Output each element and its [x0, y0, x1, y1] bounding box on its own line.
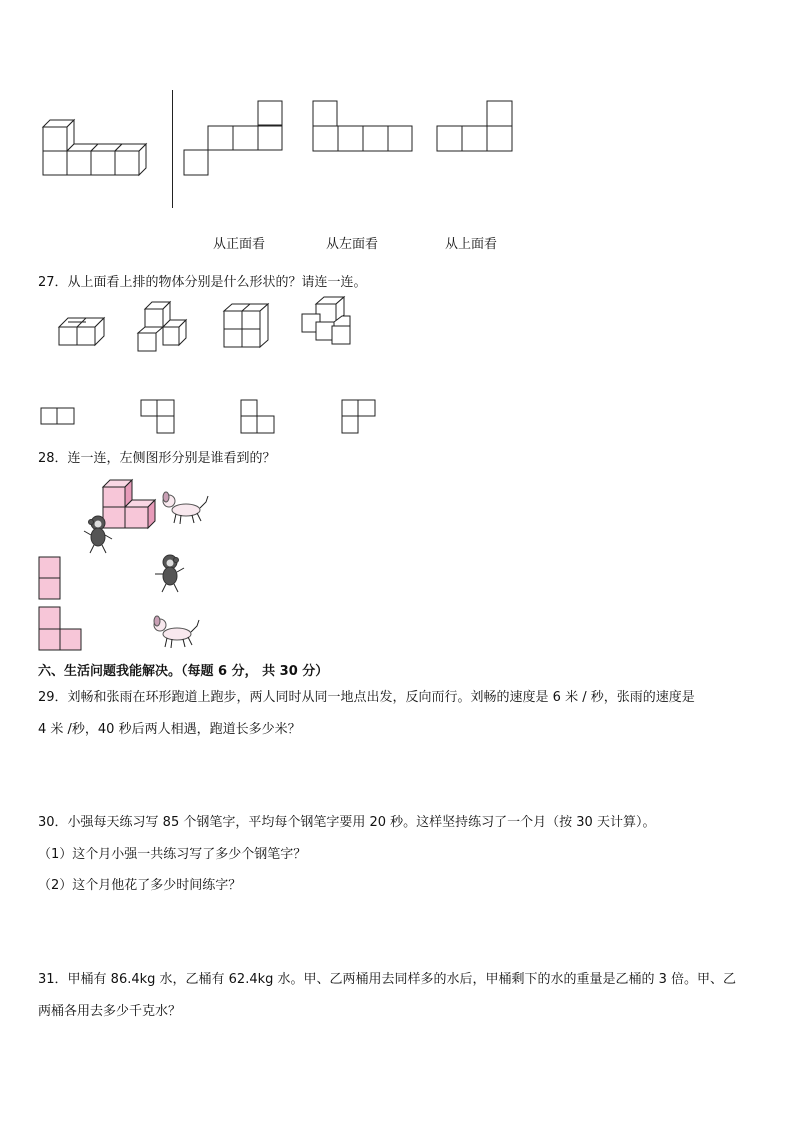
label-left-view: 从左面看 — [326, 237, 379, 252]
q27-solid-1 — [56, 312, 106, 348]
q27-shape-4 — [341, 399, 377, 435]
q30-text: 30．小强每天练习写 85 个钢笔字，平均每个钢笔字要用 20 秒。这样坚持练习了一个月（按 30 天计算）。 — [38, 815, 656, 830]
q31-line2: 两桶各用去多少千克水？ — [38, 1004, 182, 1019]
puppy-icon — [160, 490, 210, 526]
q27-shape-2 — [140, 399, 176, 435]
q27-solid-4 — [300, 296, 354, 350]
q29-line1: 29．刘畅和张雨在环形跑道上跑步，两人同时从同一地点出发，反向而行。刘畅的速度是 6 米 / 秒，张雨的速度是 — [38, 690, 695, 705]
q29-line2: 4 米 /秒，40 秒后两人相遇，跑道长多少米？ — [38, 722, 301, 737]
q28-pink-view-1 — [38, 556, 62, 600]
q28-text: 28．连一连，左侧图形分别是谁看到的？ — [38, 451, 276, 466]
q31-line1: 31．甲桶有 86.4kg 水，乙桶有 62.4kg 水。甲、乙两桶用去同样多的水后，甲桶剩下的水的重量是乙桶的 3 倍。甲、乙 — [38, 972, 737, 987]
q27-shape-1 — [40, 407, 76, 425]
top-view-grid — [436, 100, 514, 152]
left-view-grid — [312, 100, 414, 152]
label-front-view: 从正面看 — [213, 237, 266, 252]
front-view-grid — [183, 100, 283, 176]
label-top-view: 从上面看 — [445, 237, 498, 252]
section6-title: 六、生活问题我能解决。（每题 6 分， 共 30 分） — [38, 664, 329, 679]
q28-monkey-option-icon — [152, 554, 188, 594]
monkey-icon — [80, 515, 116, 555]
q27-shape-3 — [240, 399, 276, 435]
q28-pink-view-2 — [38, 606, 84, 652]
q30-sub2: （2）这个月他花了多少时间练字？ — [38, 878, 242, 893]
q26-solid-figure — [38, 120, 158, 180]
q27-solid-2 — [136, 300, 188, 352]
q27-text: 27．从上面看上排的物体分别是什么形状的？请连一连。 — [38, 275, 367, 290]
divider-line — [172, 90, 173, 208]
q27-solid-3 — [222, 303, 270, 349]
q30-sub1: （1）这个月小强一共练习写了多少个钢笔字？ — [38, 847, 307, 862]
q28-puppy-option-icon — [150, 614, 202, 650]
